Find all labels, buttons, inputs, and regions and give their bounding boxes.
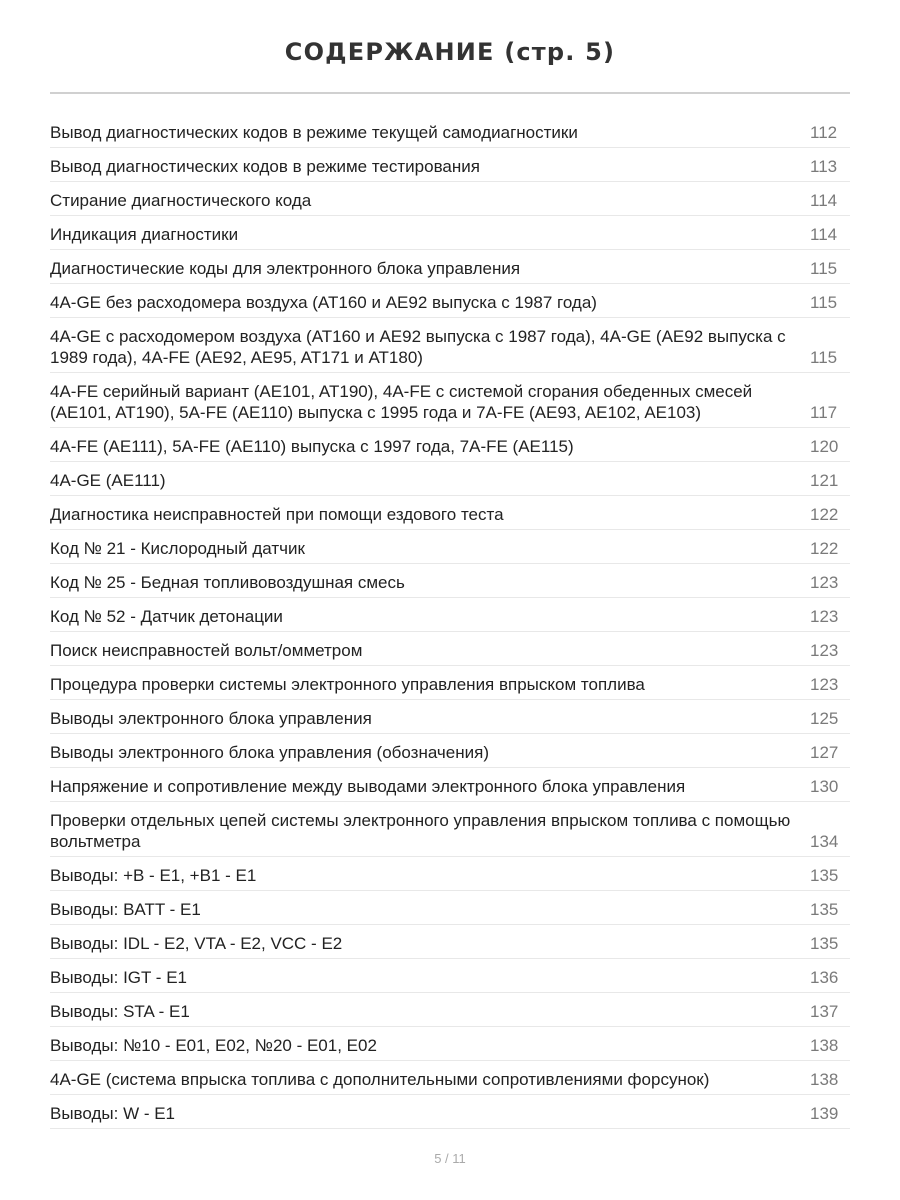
toc-entry-page: 121 [810,471,839,490]
toc-entry-title: Выводы: №10 - E01, E02, №20 - E01, E02 [50,1036,377,1055]
toc-entry-title: Выводы: BATT - E1 [50,900,201,919]
toc-entry-page: 123 [810,675,839,694]
toc-entry-page: 114 [810,225,838,244]
toc-entry-title: 4A-FE серийный вариант (AE101, AT190), 4A-FE с системой сгорания обеденных смесей (AE101, AT190), 5A-FE (AE110) выпуска с 1995 года и 7A-FE (AE93, AE102, AE103) [50,382,753,422]
toc-entry[interactable] [50,1027,850,1061]
toc-entry-page: 115 [810,259,838,278]
toc-entry-title: Проверки отдельных цепей системы электронного управления впрыском топлива с помощью вольтметра [50,811,791,851]
toc-entry-title: Вывод диагностических кодов в режиме текущей самодиагностики [50,123,578,142]
page-title: СОДЕРЖАНИЕ (стр. 5) [284,38,616,66]
toc-entry[interactable] [50,284,850,318]
toc-entry[interactable] [50,666,850,700]
toc-entry[interactable] [50,632,850,666]
toc-entry-title: Выводы: IDL - E2, VTA - E2, VCC - E2 [50,934,343,953]
toc-entry-page: 125 [810,709,839,728]
toc-entry-page: 138 [810,1070,839,1089]
toc-entry-title: Код № 21 - Кислородный датчик [50,539,305,558]
toc-entry[interactable] [50,802,850,857]
toc-entry-title: Выводы: W - E1 [50,1104,176,1123]
toc-entry[interactable] [50,891,850,925]
toc-entry-page: 127 [810,743,839,762]
toc-entry-page: 117 [810,403,838,422]
toc-entry-page: 122 [810,505,839,524]
toc-entry[interactable] [50,734,850,768]
toc-entry-title: 4A-FE (AE111), 5A-FE (AE110) выпуска с 1997 года, 7A-FE (AE115) [50,437,574,456]
toc-entry-title: Индикация диагностики [50,225,239,244]
toc-entry-page: 134 [810,832,839,851]
toc-entry-page: 113 [810,157,838,176]
toc-entry[interactable] [50,564,850,598]
table-of-contents [50,114,850,1129]
page-indicator: 5 / 11 [434,1151,466,1166]
toc-entry-title: Код № 52 - Датчик детонации [50,607,283,626]
toc-entry-page: 120 [810,437,839,456]
toc-entry-page: 135 [810,934,839,953]
toc-entry-title: Вывод диагностических кодов в режиме тестирования [50,157,480,176]
toc-entry-title: Стирание диагностического кода [50,191,312,210]
toc-entry[interactable] [50,700,850,734]
toc-entry-title: 4A-GE без расходомера воздуха (AT160 и AE92 выпуска с 1987 года) [50,293,597,312]
toc-entry-page: 137 [810,1002,839,1021]
toc-entry-title: Процедура проверки системы электронного управления впрыском топлива [50,675,645,694]
toc-entry[interactable] [50,148,850,182]
toc-entry-title: Выводы: IGT - E1 [50,968,187,987]
toc-entry[interactable] [50,857,850,891]
toc-entry[interactable] [50,768,850,802]
toc-entry-page: 139 [810,1104,839,1123]
toc-entry[interactable] [50,1061,850,1095]
toc-entry[interactable] [50,496,850,530]
toc-entry-title: Диагностические коды для электронного блока управления [50,259,521,278]
toc-entry-title: Диагностика неисправностей при помощи ездового теста [50,505,504,524]
toc-entry[interactable] [50,530,850,564]
toc-entry[interactable] [50,318,850,373]
toc-entry[interactable] [50,1095,850,1129]
toc-entry[interactable] [50,993,850,1027]
toc-entry-page: 135 [810,866,839,885]
toc-entry-page: 114 [810,191,838,210]
toc-entry[interactable] [50,959,850,993]
toc-entry-page: 115 [810,293,838,312]
toc-entry-title: Напряжение и сопротивление между выводами электронного блока управления [50,777,686,796]
toc-entry[interactable] [50,114,850,148]
toc-entry-page: 123 [810,641,839,660]
toc-entry[interactable] [50,182,850,216]
toc-entry-page: 136 [810,968,839,987]
toc-entry[interactable] [50,250,850,284]
toc-entry[interactable] [50,373,850,428]
toc-entry-title: Поиск неисправностей вольт/омметром [50,641,363,660]
toc-entry-page: 138 [810,1036,839,1055]
toc-entry[interactable] [50,428,850,462]
toc-entry-title: Выводы электронного блока управления [50,709,372,728]
toc-entry[interactable] [50,216,850,250]
toc-entry-title: Выводы: +B - E1, +B1 - E1 [50,866,257,885]
toc-entry-title: 4A-GE (AE111) [50,471,166,490]
toc-entry-title: Выводы: STA - E1 [50,1002,190,1021]
toc-entry-title: 4A-GE (система впрыска топлива с дополнительными сопротивлениями форсунок) [50,1070,710,1089]
toc-entry-page: 122 [810,539,839,558]
toc-entry-title: Выводы электронного блока управления (обозначения) [50,743,489,762]
toc-entry-page: 123 [810,573,839,592]
toc-entry-page: 115 [810,348,838,367]
toc-entry-page: 123 [810,607,839,626]
toc-entry-title: 4A-GE с расходомером воздуха (AT160 и AE92 выпуска с 1987 года), 4A-GE (AE92 выпуска с 1989 года), 4A-FE (AE92, AE95, AT171 и AT180) [50,327,786,367]
toc-entry[interactable] [50,598,850,632]
title-divider [50,92,850,94]
toc-entry-page: 112 [810,123,838,142]
toc-entry[interactable] [50,462,850,496]
toc-entry-page: 135 [810,900,839,919]
toc-entry-page: 130 [810,777,839,796]
toc-entry[interactable] [50,925,850,959]
toc-entry-title: Код № 25 - Бедная топливовоздушная смесь [50,573,405,592]
